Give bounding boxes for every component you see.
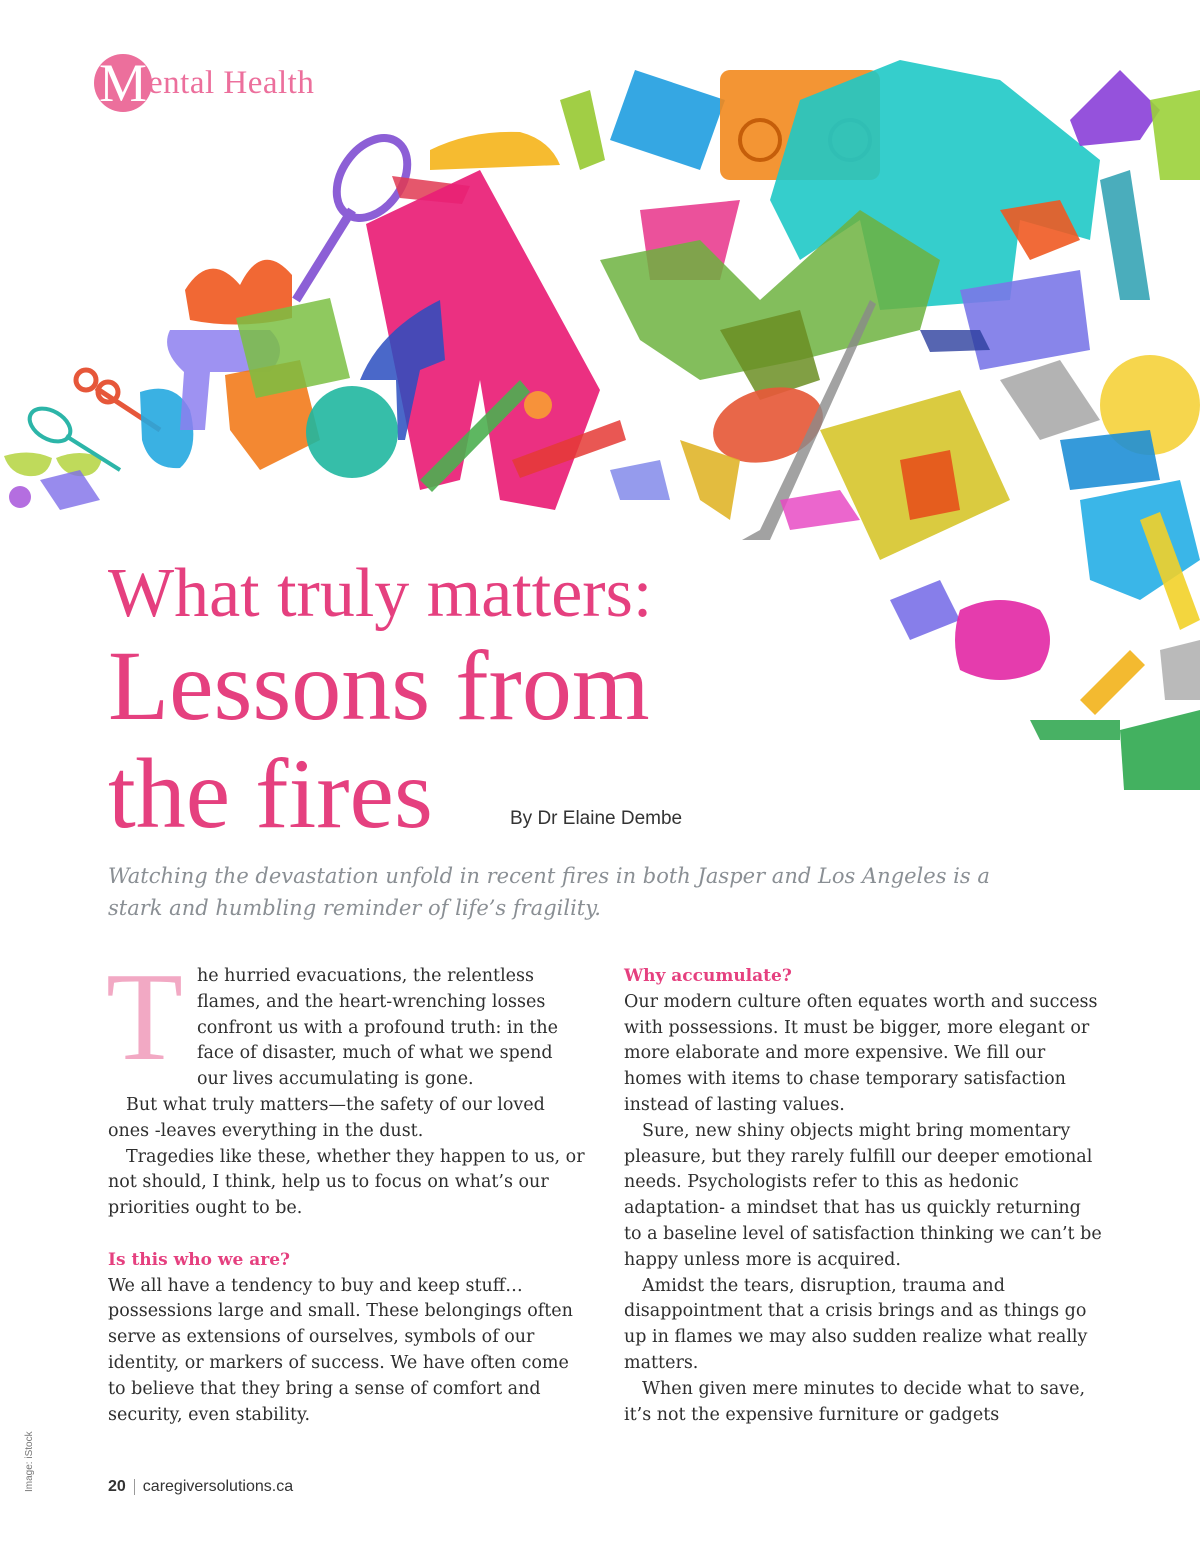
brush-icon <box>1080 650 1145 715</box>
article-column-left <box>106 948 586 1428</box>
subheading: Why accumulate? <box>624 966 792 986</box>
jar-icon <box>1160 640 1200 700</box>
section-tag <box>94 52 314 114</box>
folio <box>108 1478 293 1496</box>
paragraph: Tragedies like these, whether they happen to us, or not should, I think, help us to focus on what’s our priorities ought to be. <box>108 1146 585 1219</box>
spatula-icon <box>890 580 960 640</box>
headline <box>108 556 652 848</box>
pliers-icon <box>1100 170 1150 300</box>
intro-text: he hurried evacuations, the relentless flames, and the heart-wrenching losses confront us with a profound truth: in the face of disaster, much of what we spend our lives accumulating is gone. <box>196 966 559 1090</box>
folder-icon <box>610 70 725 170</box>
shoe-icon <box>1070 70 1160 146</box>
bead-icon <box>9 486 31 508</box>
paragraph: We all have a tendency to buy and keep stuff… possessions large and small. These belongings often serve as extensions of ourselves, symbols of our identity, or markers of success. We have often come to believe that they bring a sense of comfort and security, even stability. <box>108 1275 573 1425</box>
gardening-tool-icon <box>560 90 605 170</box>
headline-line-1: What truly matters: <box>108 555 653 632</box>
headline-line-3: the fires <box>108 738 433 849</box>
boot-icon <box>1000 360 1100 440</box>
plug-icon <box>40 470 100 510</box>
car-icon <box>430 132 560 170</box>
ball-icon <box>306 386 398 478</box>
sunglasses-icon <box>4 452 102 476</box>
paragraph: But what truly matters—the safety of our loved ones -leaves everything in the dust. <box>108 1094 545 1141</box>
section-label: ental Health <box>148 64 315 101</box>
spacer <box>108 1222 586 1248</box>
website-link[interactable]: caregiversolutions.ca <box>142 1478 294 1495</box>
jug-icon <box>1150 90 1200 180</box>
subheading: Is this who we are? <box>108 1249 290 1270</box>
paragraph: Our modern culture often equates worth and success with possessions. It must be bigger, more elegant or more elaborate and more expensive. We fill our homes with items to chase temporary satisfaction instead of lasting values. <box>624 991 1098 1115</box>
watering-can-icon <box>610 460 670 500</box>
teapot-icon <box>900 450 960 520</box>
paragraph: Amidst the tears, disruption, trauma and disappointment that a crisis brings and as things go up in flames we may also sudden realize what really matters. <box>624 1275 1088 1373</box>
headline-line-2: Lessons from <box>108 630 650 741</box>
orange-ball-icon <box>524 391 552 419</box>
tray-icon <box>1030 720 1120 740</box>
paragraph: When given mere minutes to decide what to save, it’s not the expensive furniture or gadgets <box>624 1378 1086 1425</box>
article-column-right <box>624 964 1102 1428</box>
stiletto-icon <box>780 490 860 530</box>
eyeglasses-icon <box>920 330 990 352</box>
snorkel-mask-icon <box>1060 430 1160 490</box>
section-initial: M <box>94 54 152 112</box>
image-credit: Image: iStock <box>24 1431 35 1492</box>
page-number: 20 <box>108 1478 126 1495</box>
byline: By Dr Elaine Dembe <box>510 808 683 829</box>
deck: Watching the devastation unfold in recent fires in both Jasper and Los Angeles is a stark and humbling reminder of life’s fragility. <box>108 864 990 920</box>
drop-cap: T <box>106 948 183 1087</box>
pot-icon <box>1120 710 1200 790</box>
folio-divider <box>134 1479 135 1495</box>
intro-paragraph <box>106 948 586 1093</box>
violin-icon <box>955 600 1050 680</box>
paragraph: Sure, new shiny objects might bring momentary pleasure, but they rarely fulfill our deeper emotional needs. Psychologists refer to this as hedonic adaptation- a mindset that has us quickly returning to a baseline level of satisfaction thinking we can’t be happy unless more is acquired. <box>624 1120 1102 1270</box>
